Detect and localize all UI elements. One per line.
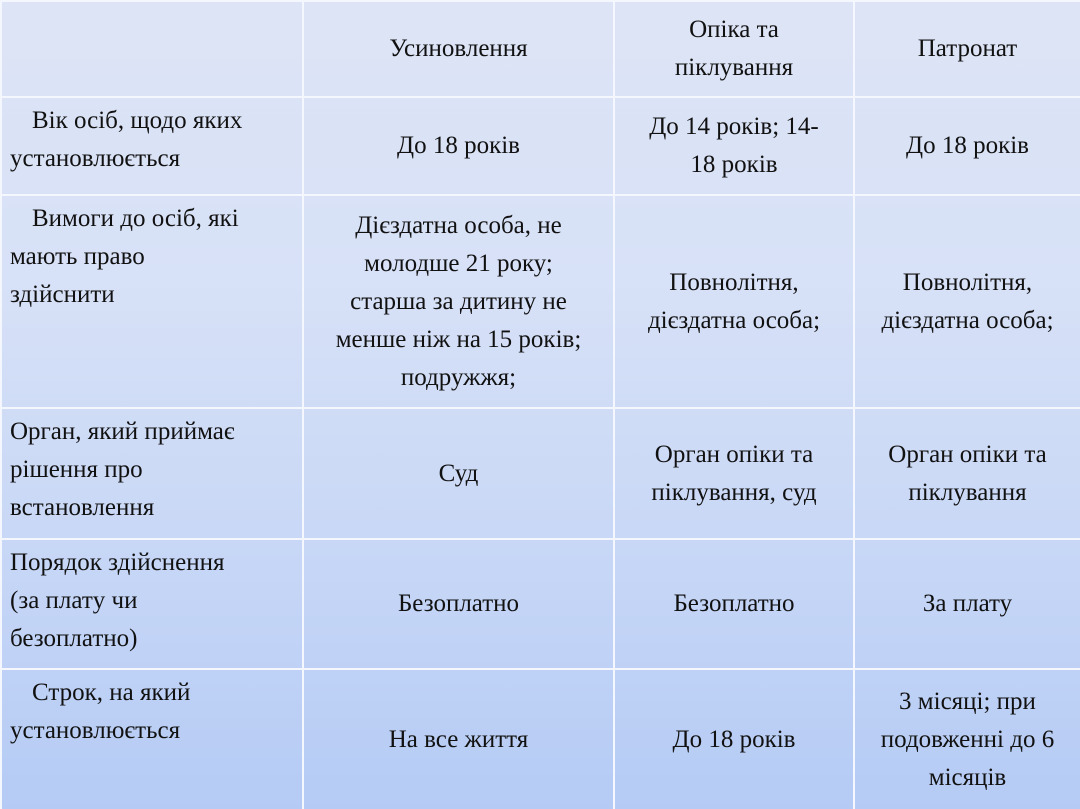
table-row [1, 669, 1080, 809]
cell-guardianship-age-line1: До 14 років; 14- [649, 113, 819, 140]
header-adoption [303, 1, 614, 97]
header-guardianship-line1: Опіка та [689, 16, 779, 43]
cell-adoption-age-text: До 18 років [397, 132, 520, 159]
cell-guardianship-payment [614, 539, 854, 669]
row-label-payment-line1: Порядок здійснення [10, 549, 225, 576]
row-label-requirements [1, 195, 303, 408]
row-label-payment-line3: безоплатно) [10, 625, 138, 652]
table-row [1, 195, 1080, 408]
row-label-term [1, 669, 303, 809]
cell-guardianship-age [614, 97, 854, 195]
header-patronage-text: Патронат [917, 35, 1018, 62]
cell-adoption-payment-text: Безоплатно [397, 590, 520, 617]
cell-guardianship-authority-line1: Орган опіки та [654, 440, 814, 468]
cell-adoption-requirements-line2: молодше 21 року; [364, 249, 553, 277]
cell-patronage-requirements-line2: дієздатна особа; [881, 306, 1054, 334]
table-row [1, 539, 1080, 669]
cell-patronage-age-text: До 18 років [906, 132, 1029, 159]
cell-adoption-age [303, 97, 614, 195]
cell-patronage-term [854, 669, 1080, 809]
row-label-requirements-line2: мають право [10, 243, 145, 270]
row-label-payment [1, 539, 303, 669]
cell-patronage-age [854, 97, 1080, 195]
cell-adoption-requirements-line4: менше ніж на 15 років; [335, 325, 582, 353]
header-guardianship-line2: піклування [674, 54, 794, 81]
row-label-authority-line2: рішення про [10, 456, 143, 483]
row-label-age-line1: Вік осіб, щодо яких [32, 107, 243, 134]
cell-adoption-term [303, 669, 614, 809]
row-label-age-line2: установлюється [10, 145, 181, 172]
header-adoption-text: Усиновлення [389, 35, 528, 62]
row-label-payment-line2: (за платy чи [10, 587, 138, 614]
cell-guardianship-authority-line2: піклування, суд [651, 478, 817, 506]
cell-adoption-requirements-line5: подружжя; [400, 363, 517, 391]
cell-patronage-term-line1: 3 місяці; при [899, 687, 1036, 715]
cell-adoption-term-text: На все життя [388, 725, 529, 753]
header-patronage [854, 1, 1080, 97]
cell-patronage-authority [854, 408, 1080, 539]
cell-adoption-requirements-line3: старша за дитину не [350, 287, 567, 315]
cell-adoption-payment [303, 539, 614, 669]
cell-patronage-payment [854, 539, 1080, 669]
row-label-authority-line1: Орган, який приймає [10, 418, 235, 445]
cell-patronage-payment-text: За плату [922, 590, 1013, 617]
cell-guardianship-requirements-line1: Повнолітня, [669, 268, 799, 296]
cell-patronage-term-line2: подовженні до 6 [880, 725, 1055, 753]
row-label-term-line2: установлюється [10, 717, 181, 744]
row-label-authority [1, 408, 303, 539]
cell-patronage-authority-line2: піклування [908, 478, 1027, 506]
cell-guardianship-authority [614, 408, 854, 539]
cell-guardianship-requirements-line2: дієздатна особа; [647, 306, 821, 334]
cell-guardianship-age-line2: 18 років [690, 151, 778, 178]
cell-guardianship-term [614, 669, 854, 809]
cell-adoption-authority-text: Суд [438, 459, 479, 487]
row-label-term-line1: Строк, на який [32, 679, 191, 706]
cell-guardianship-payment-text: Безоплатно [673, 590, 795, 617]
cell-adoption-authority [303, 408, 614, 539]
cell-adoption-requirements [303, 195, 614, 408]
row-label-age [1, 97, 303, 195]
cell-patronage-authority-line1: Орган опіки та [888, 440, 1047, 468]
header-row [1, 1, 1080, 97]
cell-adoption-requirements-line1: Дієздатна особа, не [355, 211, 562, 239]
row-label-requirements-line1: Вимоги до осіб, які [32, 205, 239, 232]
table-row [1, 408, 1080, 539]
header-guardianship [614, 1, 854, 97]
cell-patronage-term-line3: місяців [928, 763, 1007, 791]
row-label-requirements-line3: здійснити [10, 281, 115, 308]
row-label-authority-line3: встановлення [10, 494, 155, 521]
cell-patronage-requirements [854, 195, 1080, 408]
cell-guardianship-requirements [614, 195, 854, 408]
table-row [1, 97, 1080, 195]
cell-guardianship-term-text: До 18 років [672, 725, 796, 753]
cell-patronage-requirements-line1: Повнолітня, [902, 268, 1033, 296]
header-empty-cell [1, 1, 303, 97]
